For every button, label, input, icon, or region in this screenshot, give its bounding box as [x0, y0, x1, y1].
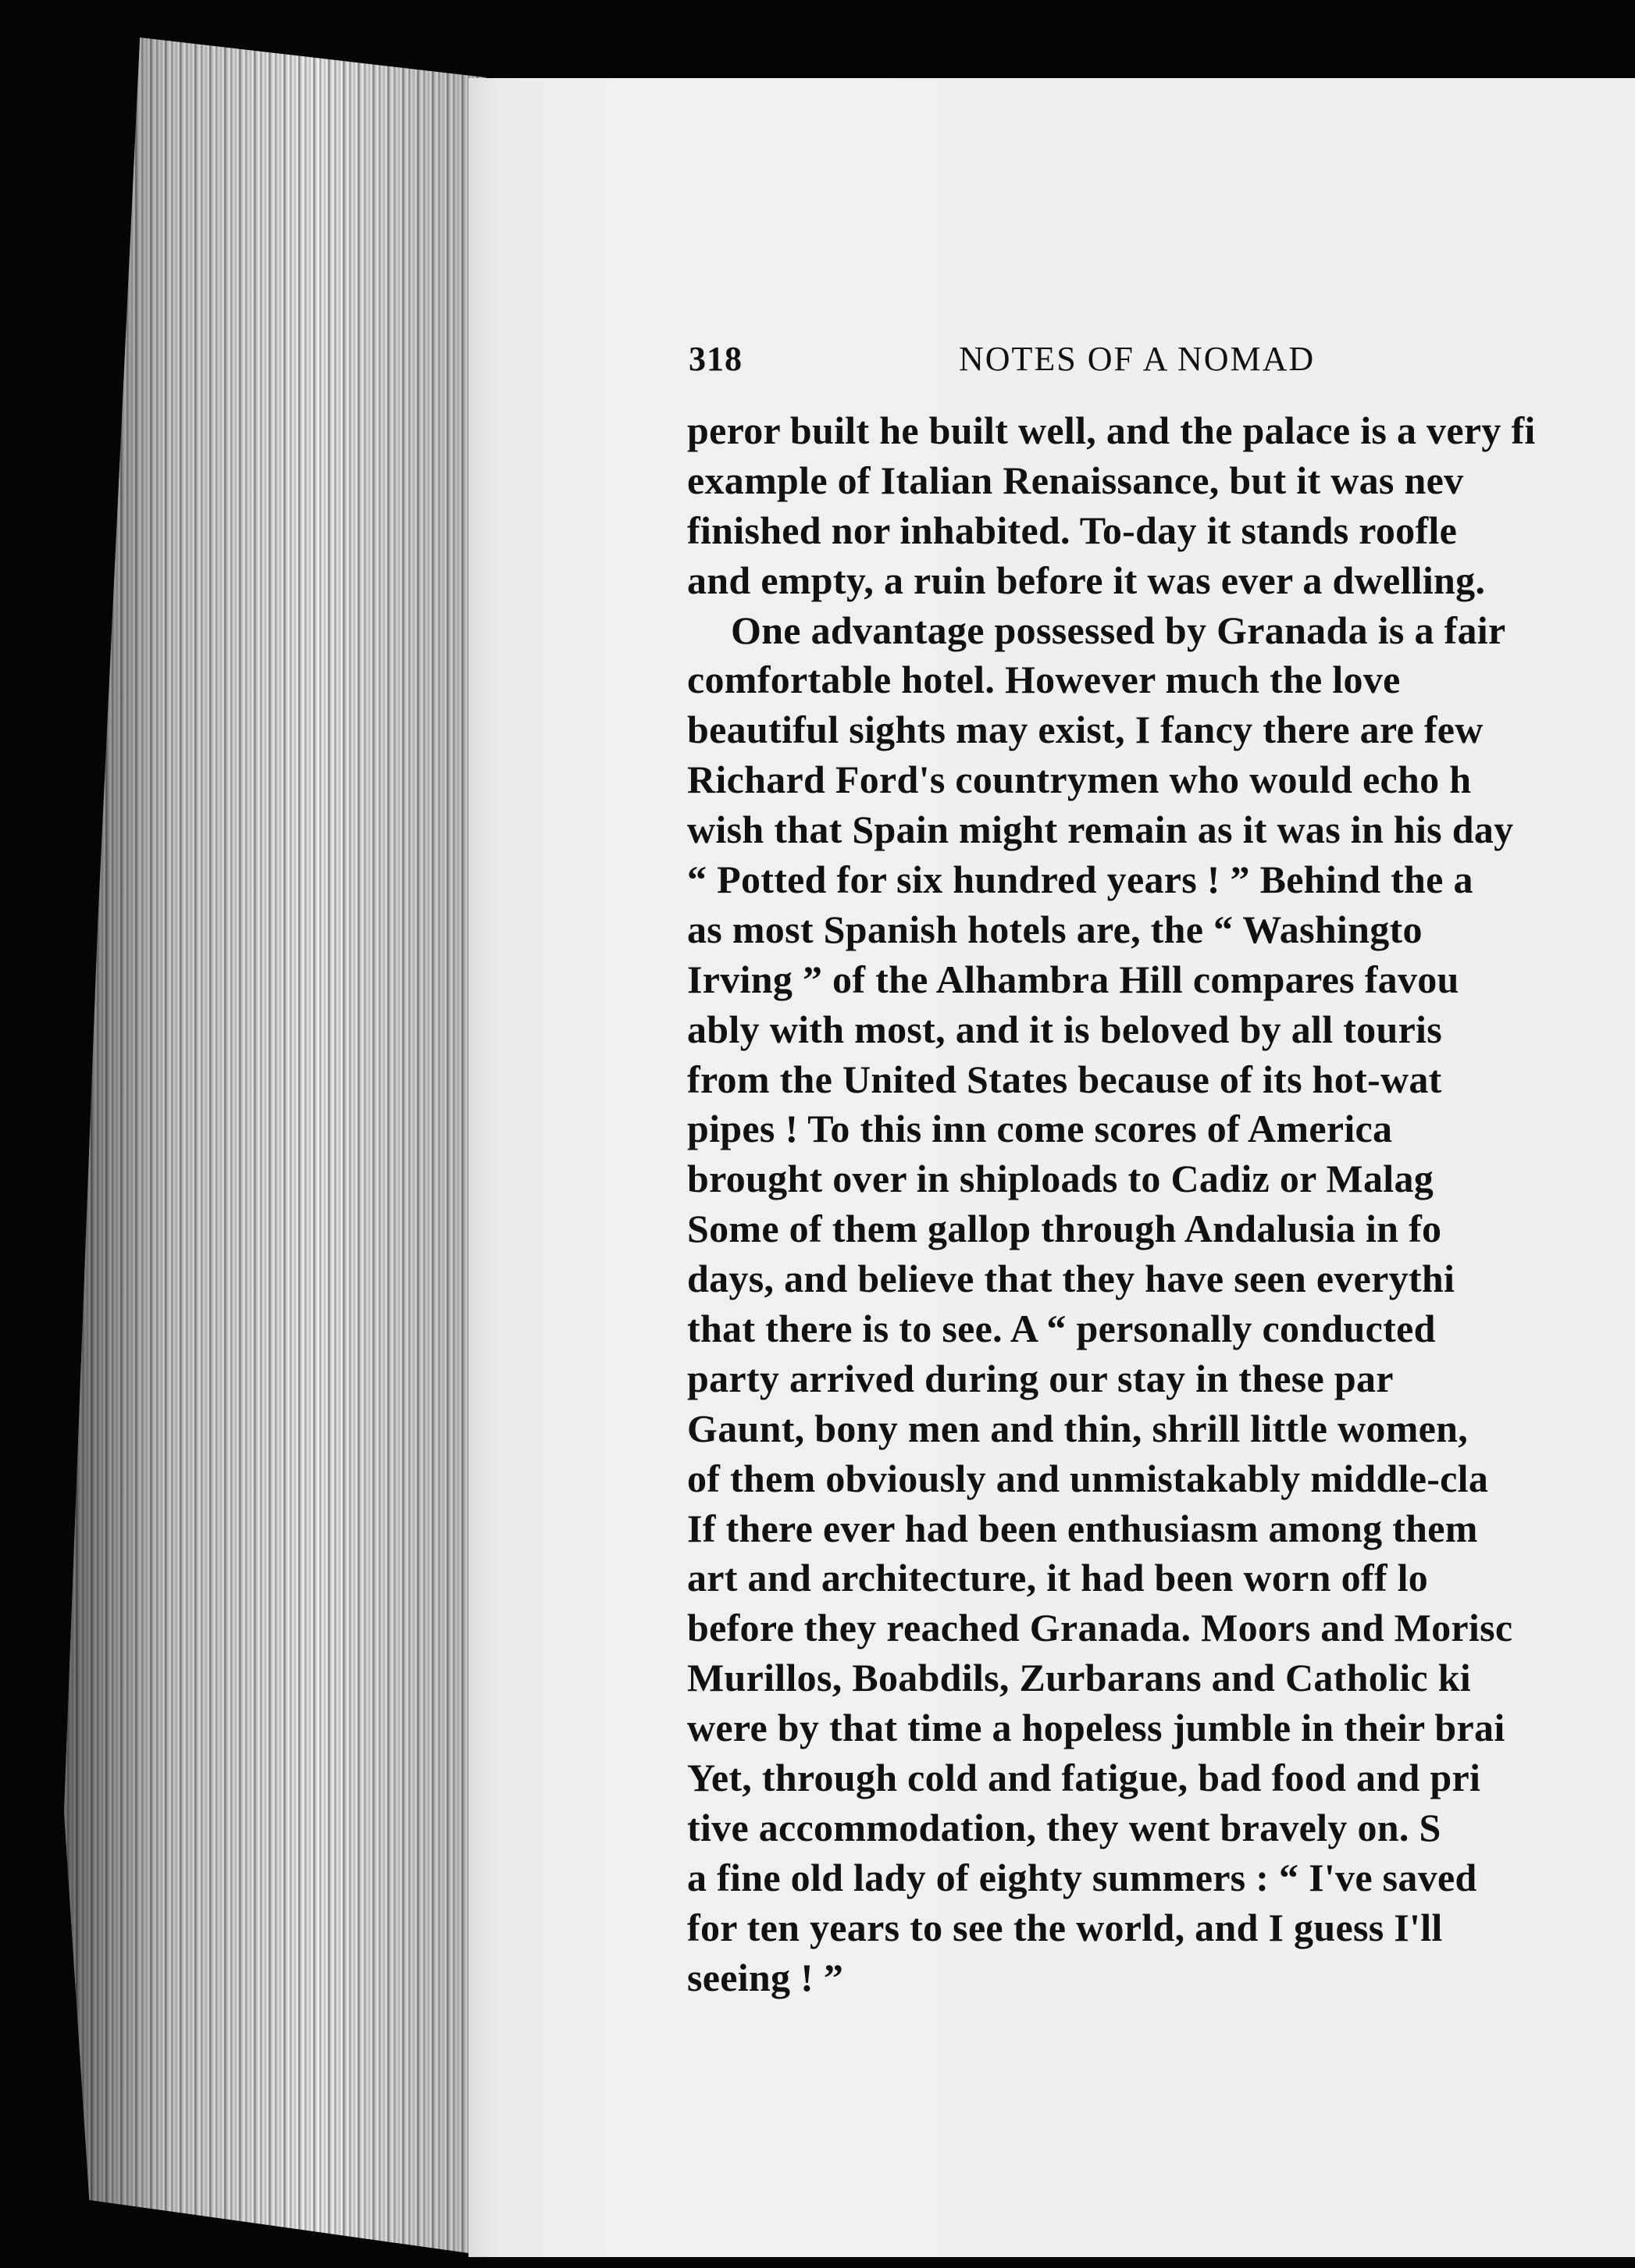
text-line: beautiful sights may exist, I fancy there are few	[687, 708, 1484, 752]
text-line: wish that Spain might remain as it was in his day	[687, 808, 1514, 852]
text-line: pipes ! To this inn come scores of America	[687, 1107, 1393, 1151]
body-text	[687, 406, 1635, 2003]
text-line: ably with most, and it is beloved by all touris	[687, 1007, 1443, 1051]
text-line: finished nor inhabited. To-day it stands roofle	[687, 508, 1458, 552]
text-line: “ Potted for six hundred years ! ” Behind the a	[687, 858, 1473, 902]
text-line: One advantage possessed by Granada is a fair	[731, 608, 1506, 652]
text-line: for ten years to see the world, and I guess I'll	[687, 1905, 1443, 1949]
text-line: days, and believe that they have seen everythi	[687, 1257, 1455, 1301]
text-line: Irving ” of the Alhambra Hill compares favou	[687, 957, 1459, 1001]
text-line: brought over in shiploads to Cadiz or Malag	[687, 1157, 1434, 1201]
text-line: were by that time a hopeless jumble in their brai	[687, 1706, 1505, 1750]
text-line: tive accommodation, they went bravely on. S	[687, 1805, 1441, 1849]
text-line: from the United States because of its hot-wat	[687, 1057, 1442, 1101]
text-line: that there is to see. A “ personally conducted	[687, 1307, 1436, 1351]
text-line: before they reached Granada. Moors and Morisc	[687, 1606, 1513, 1650]
running-head	[689, 339, 1635, 386]
text-line: seeing ! ”	[687, 1955, 844, 1999]
text-line: Yet, through cold and fatigue, bad food and pri	[687, 1756, 1481, 1800]
text-line: party arrived during our stay in these par	[687, 1356, 1394, 1400]
text-line: art and architecture, it had been worn off lo	[687, 1556, 1429, 1600]
text-line: If there ever had been enthusiasm among them	[687, 1506, 1478, 1550]
page-number: 318	[689, 340, 743, 378]
text-line: comfortable hotel. However much the love	[687, 658, 1401, 702]
text-line: as most Spanish hotels are, the “ Washingto	[687, 907, 1423, 951]
text-line: Murillos, Boabdils, Zurbarans and Catholic ki	[687, 1656, 1472, 1700]
text-line: Some of them gallop through Andalusia in fo	[687, 1207, 1442, 1251]
text-line: and empty, a ruin before it was ever a dwelling.	[687, 558, 1486, 602]
text-line: a fine old lady of eighty summers : “ I've saved	[687, 1855, 1477, 1899]
text-line: Richard Ford's countrymen who would echo h	[687, 758, 1472, 802]
text-line: peror built he built well, and the palace is a very fi	[687, 408, 1536, 452]
page-edges-shadow	[64, 37, 486, 2256]
text-line: Gaunt, bony men and thin, shrill little women,	[687, 1406, 1469, 1450]
text-line: example of Italian Renaissance, but it was nev	[687, 458, 1464, 502]
running-title: NOTES OF A NOMAD	[959, 340, 1316, 378]
text-line: of them obviously and unmistakably middle-cla	[687, 1456, 1489, 1500]
